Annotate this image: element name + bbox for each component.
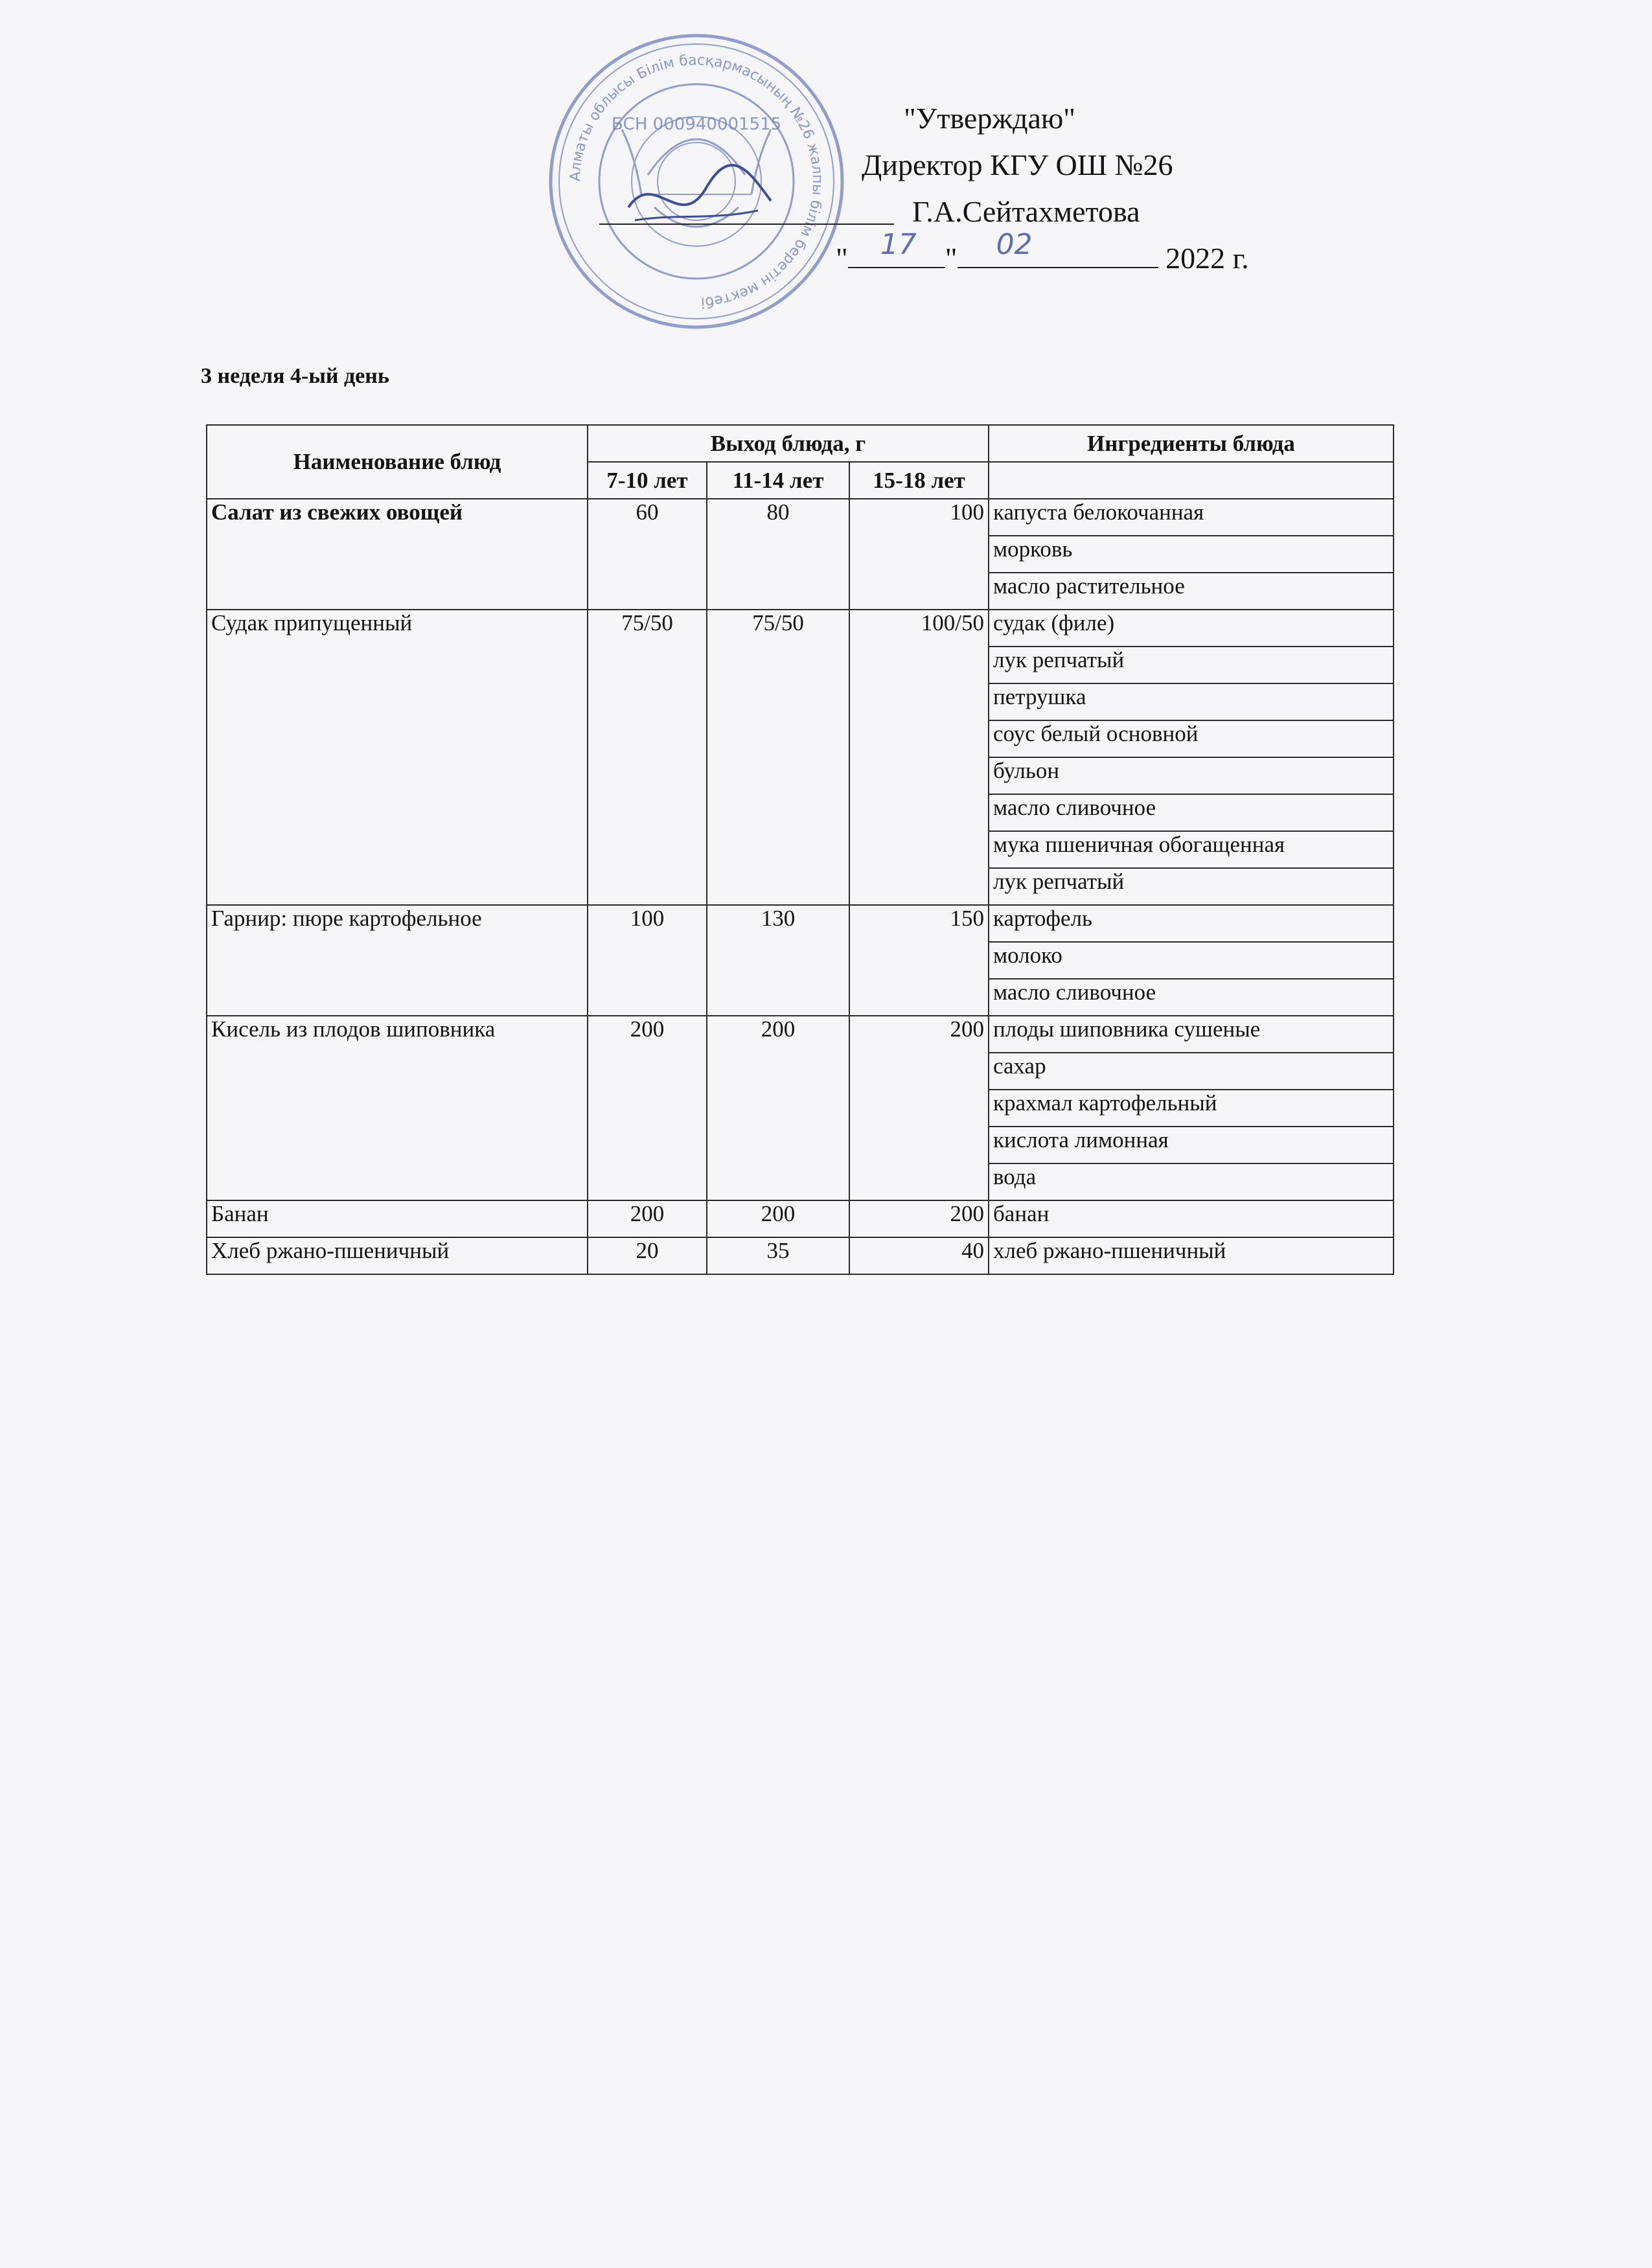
ingredient: капуста белокочанная	[989, 499, 1394, 536]
dish-output-1: 200	[588, 1200, 707, 1237]
header-age-7-10: 7-10 лет	[588, 462, 707, 499]
table-row	[207, 499, 1394, 536]
approval-date	[836, 228, 1249, 275]
approval-position: Директор КГУ ОШ №26	[862, 148, 1173, 181]
signature-line	[599, 223, 894, 225]
dish-output-1: 200	[588, 1016, 707, 1200]
week-day-label: 3 неделя 4-ый день	[201, 364, 389, 388]
ingredient: масло сливочное	[989, 979, 1394, 1016]
menu-table-body	[207, 499, 1394, 1274]
dish-output-2: 75/50	[707, 610, 849, 905]
dish-output-1: 60	[588, 499, 707, 610]
dish-output-3: 200	[849, 1016, 989, 1200]
date-month-field	[958, 228, 1158, 268]
ingredient: банан	[989, 1200, 1394, 1237]
header-dish-name: Наименование блюд	[207, 425, 588, 499]
dish-output-3: 40	[849, 1237, 989, 1274]
dish-name: Салат из свежих овощей	[207, 499, 588, 610]
date-day: 17	[880, 228, 917, 261]
ingredient: крахмал картофельный	[989, 1090, 1394, 1127]
dish-name: Гарнир: пюре картофельное	[207, 905, 588, 1016]
ingredient: лук репчатый	[989, 647, 1394, 683]
approval-title: "Утверждаю"	[904, 102, 1076, 135]
official-stamp	[544, 26, 849, 337]
header-output: Выход блюда, г	[588, 425, 989, 462]
header-ingredients: Ингредиенты блюда	[989, 425, 1394, 462]
ingredient: молоко	[989, 942, 1394, 979]
dish-output-2: 80	[707, 499, 849, 610]
header-ingredients-blank	[989, 462, 1394, 499]
table-row	[207, 1016, 1394, 1053]
ingredient: масло сливочное	[989, 794, 1394, 831]
date-day-field	[848, 228, 945, 268]
dish-output-1: 100	[588, 905, 707, 1016]
svg-text:Алматы облысы Білім басқармасы: Алматы облысы Білім басқармасының №26 жалпы білім беретін мектебі	[567, 52, 826, 310]
table-row	[207, 1237, 1394, 1274]
ingredient: соус белый основной	[989, 720, 1394, 757]
ingredient: судак (филе)	[989, 610, 1394, 647]
menu-table	[206, 424, 1394, 1275]
ingredient: плоды шиповника сушеные	[989, 1016, 1394, 1053]
dish-output-3: 100/50	[849, 610, 989, 905]
ingredient: бульон	[989, 757, 1394, 794]
ingredient: сахар	[989, 1053, 1394, 1090]
header-age-15-18: 15-18 лет	[849, 462, 989, 499]
dish-output-2: 35	[707, 1237, 849, 1274]
table-row	[207, 610, 1394, 647]
ingredient: масло растительное	[989, 573, 1394, 610]
dish-output-3: 150	[849, 905, 989, 1016]
approval-name: Г.А.Сейтахметова	[912, 195, 1140, 228]
dish-name: Судак припущенный	[207, 610, 588, 905]
dish-output-2: 130	[707, 905, 849, 1016]
ingredient: мука пшеничная обогащенная	[989, 831, 1394, 868]
date-open-quote: "	[836, 242, 848, 275]
approval-block	[836, 97, 1249, 285]
svg-text:БСН 000940001515: БСН 000940001515	[611, 115, 782, 134]
date-month: 02	[996, 228, 1033, 261]
dish-output-2: 200	[707, 1200, 849, 1237]
table-row	[207, 905, 1394, 942]
ingredient: картофель	[989, 905, 1394, 942]
dish-output-1: 20	[588, 1237, 707, 1274]
dish-name: Кисель из плодов шиповника	[207, 1016, 588, 1200]
ingredient: хлеб ржано-пшеничный	[989, 1237, 1394, 1274]
ingredient: петрушка	[989, 683, 1394, 720]
date-year: 2022 г.	[1165, 242, 1249, 275]
ingredient: морковь	[989, 536, 1394, 573]
dish-name: Хлеб ржано-пшеничный	[207, 1237, 588, 1274]
header-age-11-14: 11-14 лет	[707, 462, 849, 499]
ingredient: вода	[989, 1163, 1394, 1200]
dish-name: Банан	[207, 1200, 588, 1237]
dish-output-1: 75/50	[588, 610, 707, 905]
ingredient: лук репчатый	[989, 868, 1394, 905]
dish-output-3: 100	[849, 499, 989, 610]
date-close-quote: "	[945, 242, 958, 275]
table-row	[207, 1200, 1394, 1237]
dish-output-3: 200	[849, 1200, 989, 1237]
ingredient: кислота лимонная	[989, 1127, 1394, 1163]
dish-output-2: 200	[707, 1016, 849, 1200]
